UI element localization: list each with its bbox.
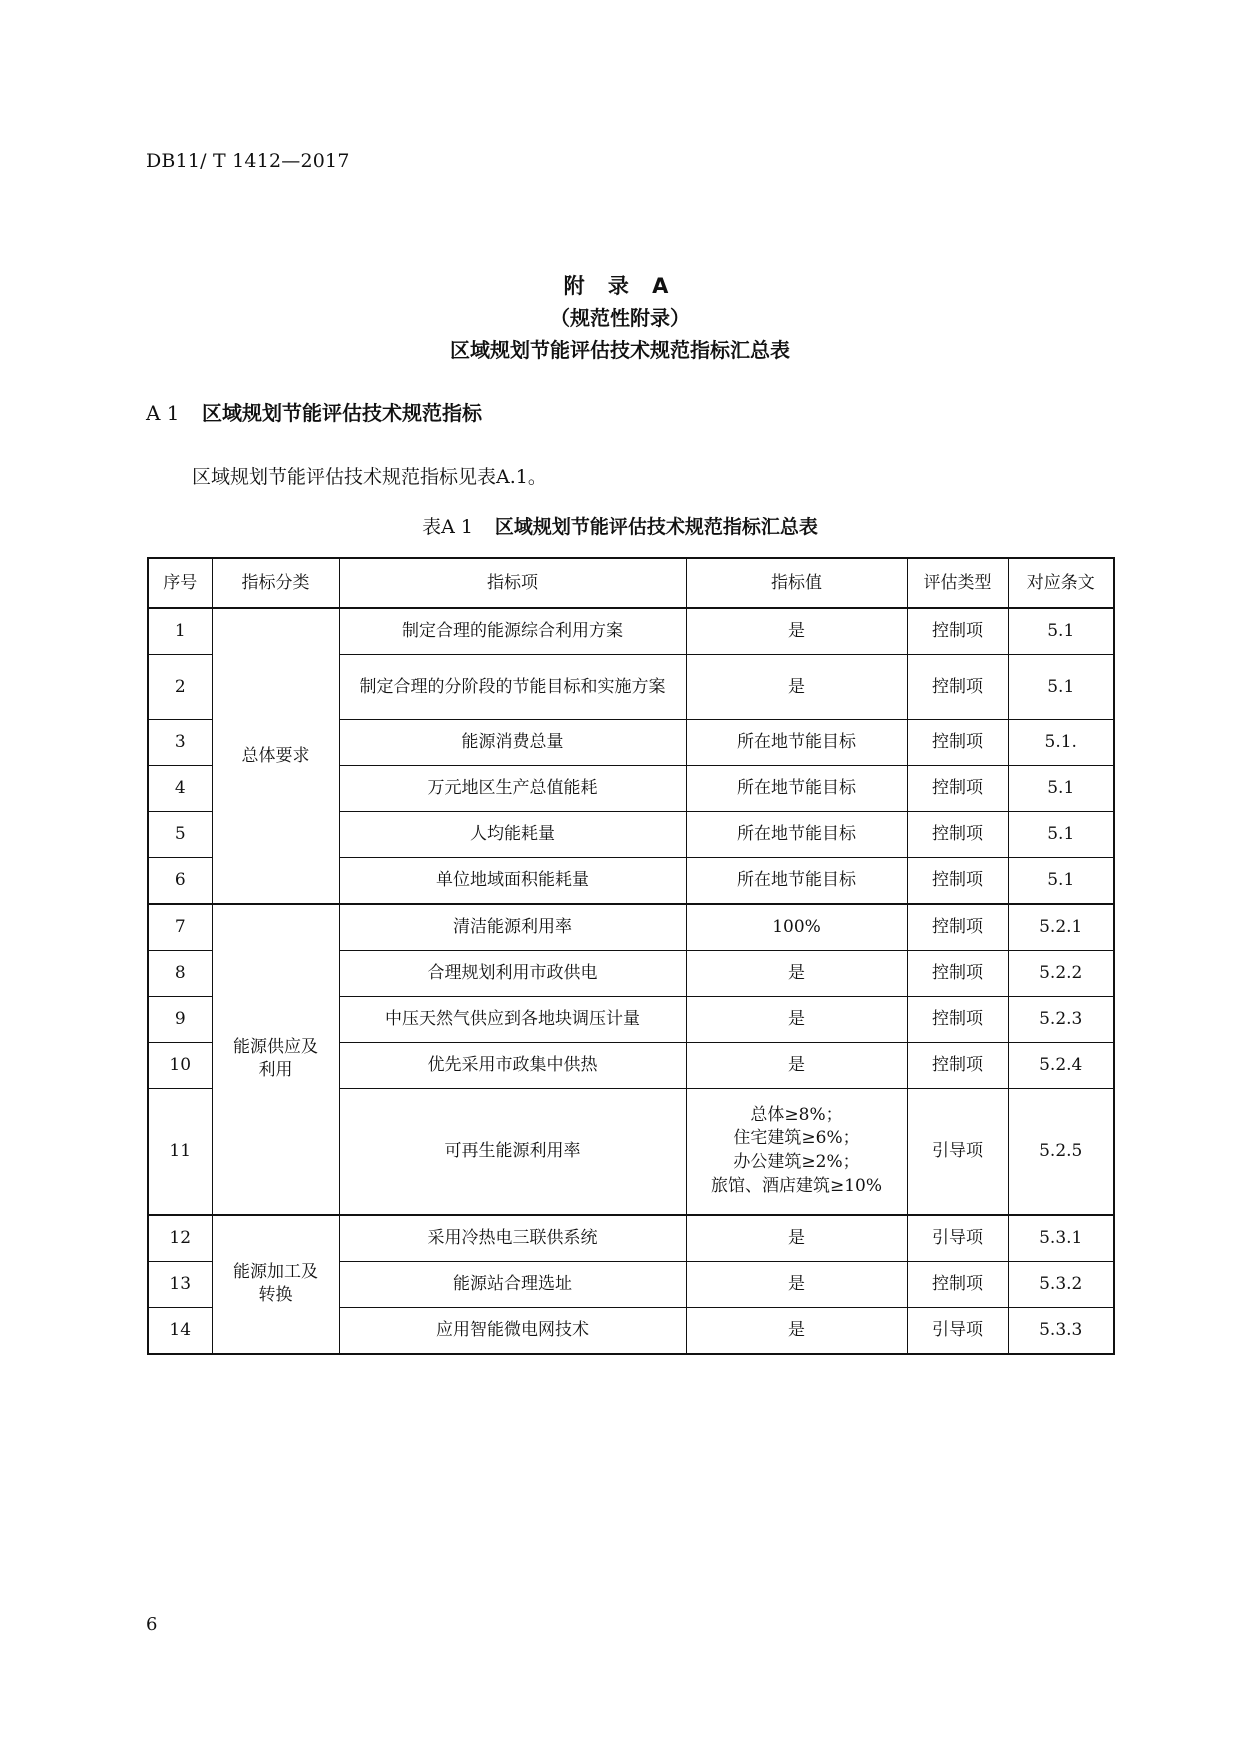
cell-no: 12 xyxy=(148,1215,212,1262)
cell-item: 单位地域面积能耗量 xyxy=(339,858,686,905)
index-summary-table xyxy=(147,557,1115,1355)
appendix-main-title: 区域规划节能评估技术规范指标汇总表 xyxy=(450,338,790,362)
cell-no: 7 xyxy=(148,904,212,951)
cell-no: 3 xyxy=(148,720,212,766)
cell-item: 可再生能源利用率 xyxy=(339,1089,686,1215)
header-value: 指标值 xyxy=(686,558,907,608)
cell-value: 是 xyxy=(686,608,907,655)
cell-type: 控制项 xyxy=(907,1261,1008,1307)
cell-item: 能源消费总量 xyxy=(339,720,686,766)
cell-clause: 5.2.2 xyxy=(1008,951,1114,997)
header-clause: 对应条文 xyxy=(1008,558,1114,608)
appendix-subtitle: （规范性附录） xyxy=(550,306,690,330)
cell-type: 控制项 xyxy=(907,904,1008,951)
cell-type: 控制项 xyxy=(907,655,1008,720)
cell-clause: 5.3.3 xyxy=(1008,1307,1114,1354)
section-number: A 1 xyxy=(146,401,180,425)
cell-item: 清洁能源利用率 xyxy=(339,904,686,951)
section-heading xyxy=(146,397,482,426)
cell-type: 控制项 xyxy=(907,720,1008,766)
cell-value: 是 xyxy=(686,655,907,720)
cell-no: 9 xyxy=(148,997,212,1043)
cell-no: 13 xyxy=(148,1261,212,1307)
table-caption-text: 区域规划节能评估技术规范指标汇总表 xyxy=(494,516,818,538)
cell-type: 控制项 xyxy=(907,766,1008,812)
cell-no: 14 xyxy=(148,1307,212,1354)
cell-item: 合理规划利用市政供电 xyxy=(339,951,686,997)
page-number: 6 xyxy=(146,1614,158,1635)
cell-category: 总体要求 xyxy=(212,608,339,904)
cell-clause: 5.3.2 xyxy=(1008,1261,1114,1307)
cell-item: 能源站合理选址 xyxy=(339,1261,686,1307)
cell-clause: 5.2.1 xyxy=(1008,904,1114,951)
cell-clause: 5.2.5 xyxy=(1008,1089,1114,1215)
cell-type: 控制项 xyxy=(907,858,1008,905)
table-caption xyxy=(0,512,1240,539)
cell-category: 能源供应及 利用 xyxy=(212,904,339,1215)
cell-value: 是 xyxy=(686,1043,907,1089)
cell-clause: 5.2.4 xyxy=(1008,1043,1114,1089)
cell-clause: 5.1 xyxy=(1008,766,1114,812)
table-row xyxy=(148,608,1114,655)
cell-type: 引导项 xyxy=(907,1307,1008,1354)
cell-item: 中压天然气供应到各地块调压计量 xyxy=(339,997,686,1043)
cell-clause: 5.3.1 xyxy=(1008,1215,1114,1262)
cell-item: 人均能耗量 xyxy=(339,812,686,858)
cell-value: 是 xyxy=(686,1261,907,1307)
cell-type: 引导项 xyxy=(907,1089,1008,1215)
cell-no: 5 xyxy=(148,812,212,858)
table-header-row xyxy=(148,558,1114,608)
header-type: 评估类型 xyxy=(907,558,1008,608)
cell-item: 制定合理的分阶段的节能目标和实施方案 xyxy=(339,655,686,720)
cell-type: 控制项 xyxy=(907,951,1008,997)
cell-value: 是 xyxy=(686,1215,907,1262)
table-row xyxy=(148,904,1114,951)
appendix-title: 附 录 A xyxy=(563,274,677,298)
cell-item: 万元地区生产总值能耗 xyxy=(339,766,686,812)
cell-type: 控制项 xyxy=(907,812,1008,858)
cell-clause: 5.1 xyxy=(1008,655,1114,720)
cell-item: 应用智能微电网技术 xyxy=(339,1307,686,1354)
cell-no: 4 xyxy=(148,766,212,812)
cell-type: 引导项 xyxy=(907,1215,1008,1262)
cell-category: 能源加工及 转换 xyxy=(212,1215,339,1354)
cell-value: 所在地节能目标 xyxy=(686,858,907,905)
cell-type: 控制项 xyxy=(907,1043,1008,1089)
cell-no: 11 xyxy=(148,1089,212,1215)
cell-type: 控制项 xyxy=(907,608,1008,655)
cell-value: 是 xyxy=(686,1307,907,1354)
cell-no: 2 xyxy=(148,655,212,720)
cell-no: 6 xyxy=(148,858,212,905)
cell-clause: 5.1. xyxy=(1008,720,1114,766)
body-paragraph: 区域规划节能评估技术规范指标见表A.1。 xyxy=(192,466,547,488)
cell-item: 采用冷热电三联供系统 xyxy=(339,1215,686,1262)
cell-clause: 5.1 xyxy=(1008,608,1114,655)
cell-value: 是 xyxy=(686,997,907,1043)
cell-clause: 5.1 xyxy=(1008,858,1114,905)
cell-no: 10 xyxy=(148,1043,212,1089)
header-item: 指标项 xyxy=(339,558,686,608)
cell-value: 是 xyxy=(686,951,907,997)
document-code: DB11/ T 1412—2017 xyxy=(146,150,350,172)
cell-value: 总体≥8%； 住宅建筑≥6%； 办公建筑≥2%； 旅馆、酒店建筑≥10% xyxy=(686,1089,907,1215)
cell-no: 1 xyxy=(148,608,212,655)
table-row xyxy=(148,1215,1114,1262)
header-no: 序号 xyxy=(148,558,212,608)
cell-item: 制定合理的能源综合利用方案 xyxy=(339,608,686,655)
header-category: 指标分类 xyxy=(212,558,339,608)
cell-no: 8 xyxy=(148,951,212,997)
cell-value: 100% xyxy=(686,904,907,951)
cell-clause: 5.2.3 xyxy=(1008,997,1114,1043)
cell-clause: 5.1 xyxy=(1008,812,1114,858)
cell-item: 优先采用市政集中供热 xyxy=(339,1043,686,1089)
table-caption-number: 表A 1 xyxy=(422,516,473,538)
cell-value: 所在地节能目标 xyxy=(686,720,907,766)
cell-value: 所在地节能目标 xyxy=(686,766,907,812)
cell-type: 控制项 xyxy=(907,997,1008,1043)
section-title: 区域规划节能评估技术规范指标 xyxy=(202,401,482,425)
cell-value: 所在地节能目标 xyxy=(686,812,907,858)
